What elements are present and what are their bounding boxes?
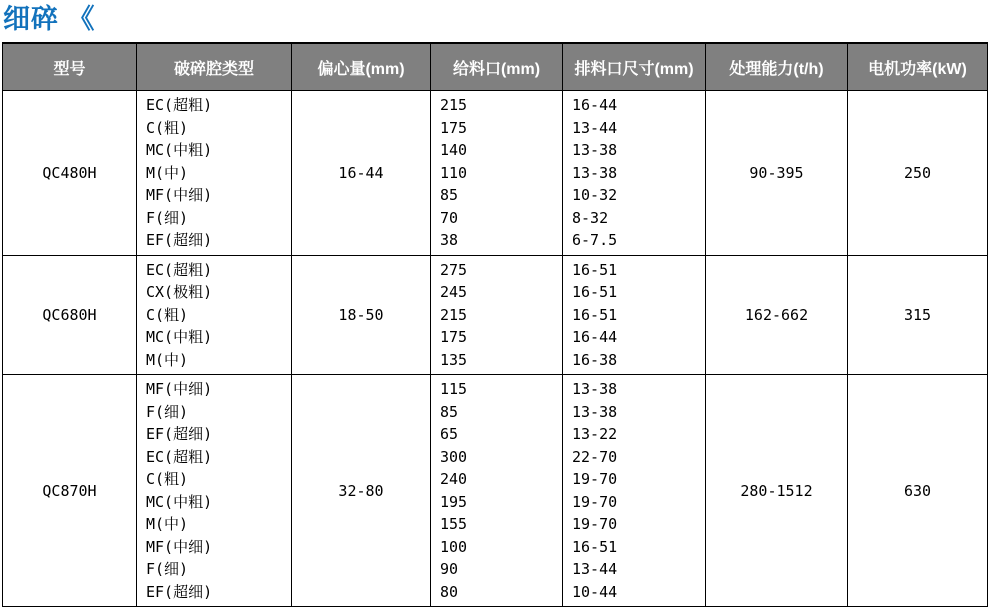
discharge-size: 22-70 (572, 447, 618, 466)
col-header-model: 型号 (3, 43, 137, 91)
feed-opening: 80 (440, 582, 459, 601)
discharge-size: 10-44 (572, 582, 618, 601)
chamber-type: MC(中粗) (146, 141, 213, 159)
cell-eccentricity: 16-44 (292, 91, 431, 256)
cell-motor-power: 250 (848, 91, 988, 256)
feed-opening: 85 (440, 402, 459, 421)
cell-capacity: 90-395 (706, 91, 848, 256)
chamber-type: CX(极粗) (146, 283, 213, 301)
page (0, 3, 990, 607)
discharge-size: 13-22 (572, 425, 618, 443)
discharge-size: 10-32 (572, 186, 618, 204)
chamber-type: C(粗) (146, 118, 189, 137)
chamber-type: MF(中细) (146, 380, 213, 398)
cell-discharge-sizes (563, 255, 706, 375)
chamber-type: C(粗) (146, 470, 189, 488)
cell-model: QC870H (3, 375, 137, 607)
feed-opening: 175 (440, 328, 468, 346)
col-header-motor-power: 电机功率(kW) (848, 43, 988, 91)
cell-discharge-sizes (563, 375, 706, 607)
discharge-size: 16-51 (572, 283, 618, 301)
discharge-size: 19-70 (572, 492, 618, 511)
cell-chamber-types (137, 375, 292, 607)
feed-opening: 90 (440, 560, 459, 578)
chamber-type: M(中) (146, 515, 189, 533)
chamber-type: F(细) (146, 402, 189, 421)
cell-feed-openings (431, 255, 563, 375)
feed-opening: 115 (440, 380, 468, 398)
chamber-type: M(中) (146, 350, 189, 369)
chamber-type: EC(超粗) (146, 260, 213, 279)
feed-opening: 65 (440, 425, 459, 443)
col-header-eccentricity: 偏心量(mm) (292, 43, 431, 91)
chamber-type: MC(中粗) (146, 328, 213, 346)
cell-discharge-sizes (563, 91, 706, 256)
chamber-type: C(粗) (146, 305, 189, 324)
cell-feed-openings (431, 375, 563, 607)
feed-opening: 300 (440, 447, 468, 466)
discharge-size: 16-51 (572, 305, 618, 324)
cell-chamber-types (137, 91, 292, 256)
feed-opening: 155 (440, 515, 468, 533)
feed-opening: 215 (440, 305, 468, 324)
discharge-size: 16-44 (572, 96, 618, 114)
feed-opening: 100 (440, 537, 468, 556)
cell-capacity: 280-1512 (706, 375, 848, 607)
crusher-spec-table (2, 42, 988, 607)
cell-model: QC680H (3, 255, 137, 375)
feed-opening: 195 (440, 492, 468, 511)
table-row-qc680h (3, 255, 988, 375)
discharge-size: 13-38 (572, 402, 618, 421)
feed-opening: 85 (440, 186, 459, 204)
feed-opening: 175 (440, 118, 468, 137)
cell-eccentricity: 32-80 (292, 375, 431, 607)
cell-model: QC480H (3, 91, 137, 256)
cell-eccentricity: 18-50 (292, 255, 431, 375)
discharge-size: 16-38 (572, 350, 618, 369)
feed-opening: 275 (440, 260, 468, 279)
feed-opening: 140 (440, 141, 468, 159)
chamber-type: F(细) (146, 208, 189, 227)
chamber-type: EF(超细) (146, 425, 213, 443)
chamber-type: EC(超粗) (146, 447, 213, 466)
header-row (3, 43, 988, 91)
table-row-qc870h (3, 375, 988, 607)
discharge-size: 13-38 (572, 380, 618, 398)
discharge-size: 19-70 (572, 515, 618, 533)
chamber-type: MF(中细) (146, 186, 213, 204)
cell-motor-power: 315 (848, 255, 988, 375)
discharge-size: 19-70 (572, 470, 618, 488)
cell-feed-openings (431, 91, 563, 256)
col-header-discharge-size: 排料口尺寸(mm) (563, 43, 706, 91)
chamber-type: MF(中细) (146, 537, 213, 556)
feed-opening: 215 (440, 96, 468, 114)
col-header-feed-opening: 给料口(mm) (431, 43, 563, 91)
discharge-size: 16-51 (572, 537, 618, 556)
chamber-type: EF(超细) (146, 582, 213, 601)
feed-opening: 38 (440, 231, 459, 249)
col-header-chamber-type: 破碎腔类型 (137, 43, 292, 91)
discharge-size: 13-44 (572, 560, 618, 578)
discharge-size: 16-51 (572, 260, 618, 279)
chamber-type: EF(超细) (146, 231, 213, 249)
discharge-size: 16-44 (572, 328, 618, 346)
discharge-size: 13-38 (572, 141, 618, 159)
feed-opening: 135 (440, 350, 468, 369)
discharge-size: 13-44 (572, 118, 618, 137)
cell-capacity: 162-662 (706, 255, 848, 375)
chamber-type: F(细) (146, 560, 189, 578)
cell-motor-power: 630 (848, 375, 988, 607)
page-title: 细碎 《 (3, 4, 96, 34)
feed-opening: 245 (440, 283, 468, 301)
feed-opening: 240 (440, 470, 468, 488)
chamber-type: M(中) (146, 163, 189, 182)
feed-opening: 70 (440, 208, 459, 227)
discharge-size: 6-7.5 (572, 231, 618, 249)
discharge-size: 8-32 (572, 208, 609, 227)
chamber-type: MC(中粗) (146, 492, 213, 511)
col-header-capacity: 处理能力(t/h) (706, 43, 848, 91)
table-row-qc480h (3, 91, 988, 256)
chamber-type: EC(超粗) (146, 96, 213, 114)
cell-chamber-types (137, 255, 292, 375)
feed-opening: 110 (440, 163, 468, 182)
discharge-size: 13-38 (572, 163, 618, 182)
